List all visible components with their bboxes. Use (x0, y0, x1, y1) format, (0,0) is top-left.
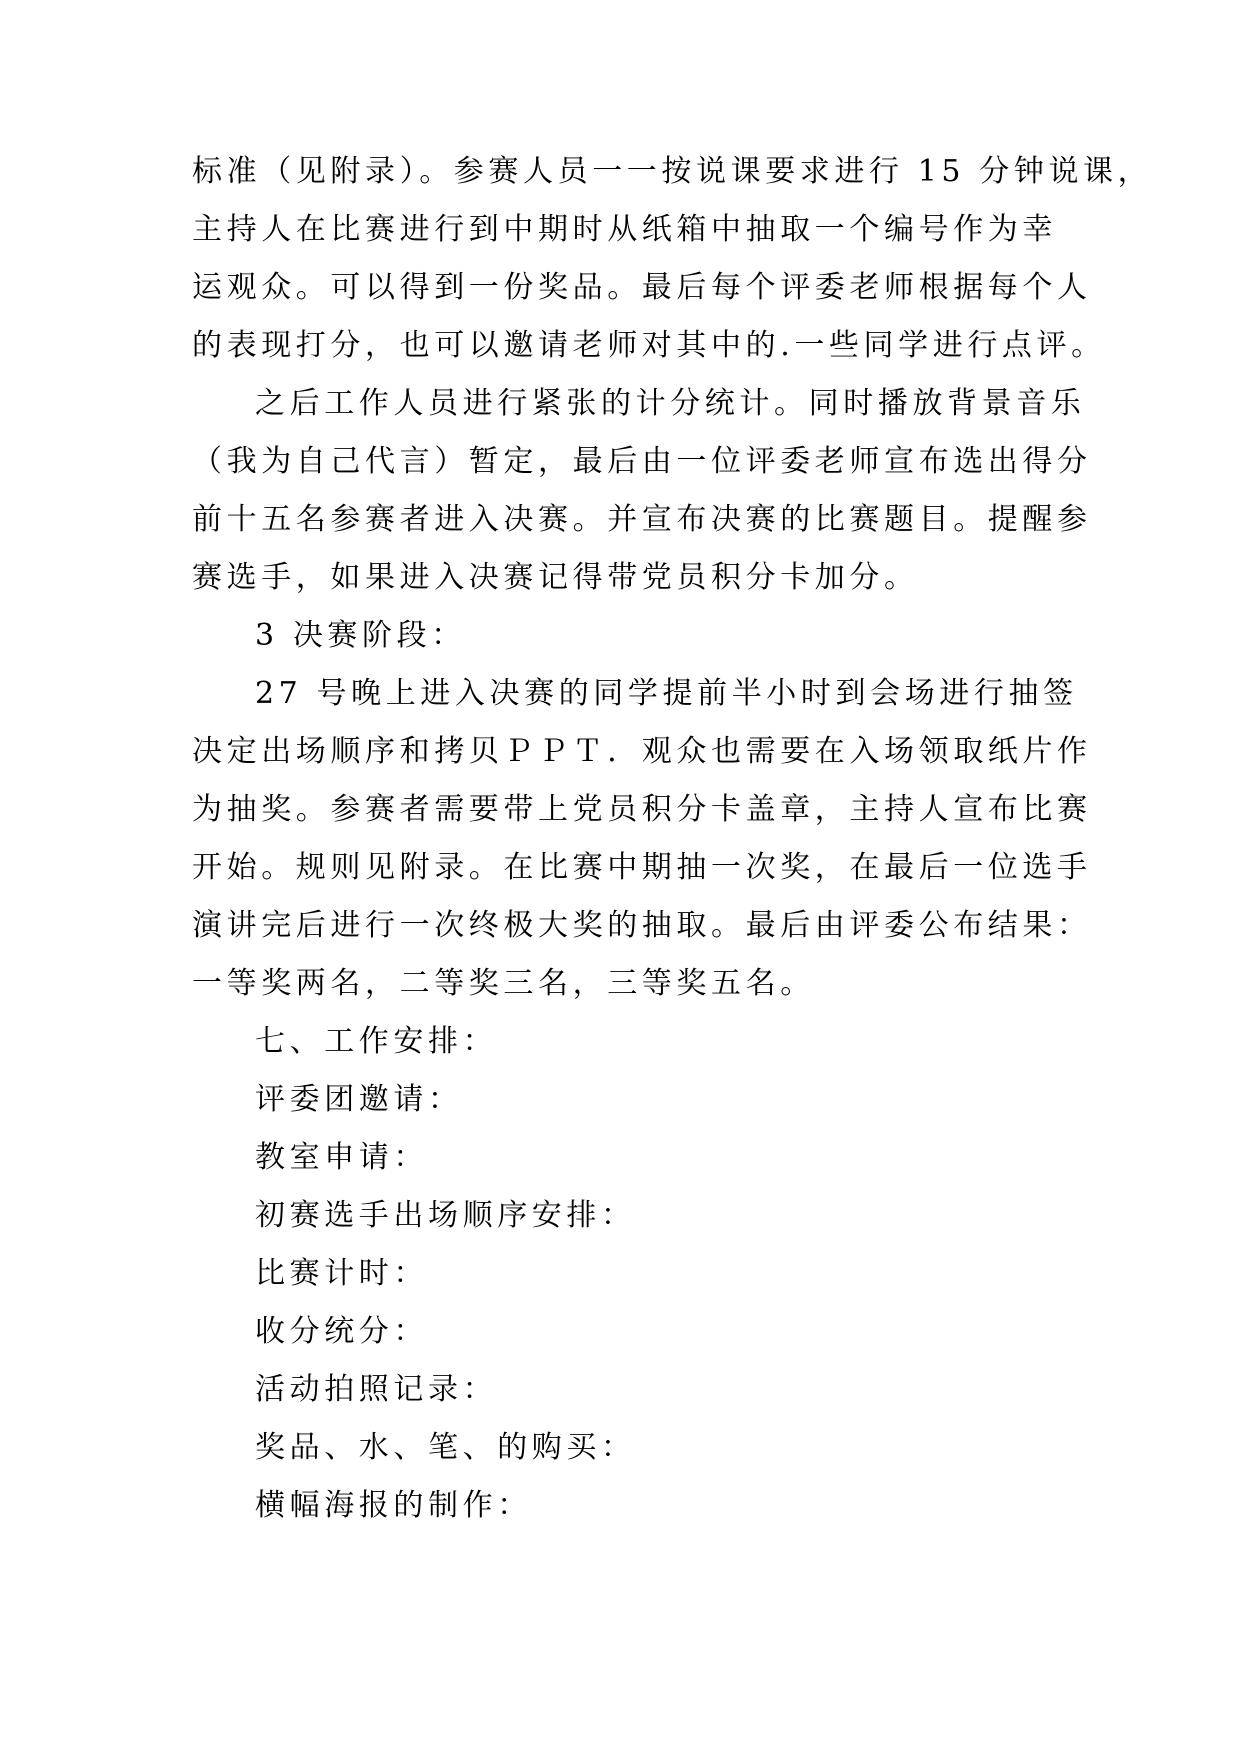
task-item: 比赛计时： (255, 1256, 428, 1291)
paragraph-first-line: 之后工作人员进行紧张的计分统计。同时播放背景音乐 (255, 386, 1086, 421)
body-text-line: 主持人在比赛进行到中期时从纸箱中抽取一个编号作为幸 (192, 212, 1057, 247)
body-text-line: 赛选手，如果进入决赛记得带党员积分卡加分。 (192, 560, 919, 595)
body-text-line: 演讲完后进行一次终极大奖的抽取。最后由评委公布结果： (192, 908, 1092, 943)
task-item: 评委团邀请： (255, 1082, 463, 1117)
task-item: 初赛选手出场顺序安排： (255, 1198, 636, 1233)
body-text-line: 为抽奖。参赛者需要带上党员积分卡盖章，主持人宣布比赛 (192, 792, 1092, 827)
task-item: 活动拍照记录： (255, 1372, 498, 1407)
body-text-line: 标准（见附录）。参赛人员一一按说课要求进行 15 分钟说课， (192, 154, 1153, 189)
body-text-line: 开始。规则见附录。在比赛中期抽一次奖，在最后一位选手 (192, 850, 1092, 885)
body-text-line: 运观众。可以得到一份奖品。最后每个评委老师根据每个人 (192, 270, 1092, 305)
body-text-line: 前十五名参赛者进入决赛。并宣布决赛的比赛题目。提醒参 (192, 502, 1092, 537)
body-text-line: （我为自己代言）暂定，最后由一位评委老师宣布选出得分 (192, 444, 1092, 479)
paragraph-first-line: 27 号晚上进入决赛的同学提前半小时到会场进行抽签 (255, 676, 1078, 711)
task-item: 奖品、水、笔、的购买： (255, 1430, 636, 1465)
section-heading: 七、工作安排： (255, 1024, 498, 1059)
body-text-line: 的表现打分，也可以邀请老师对其中的.一些同学进行点评。 (192, 328, 1106, 363)
body-text-line: 一等奖两名，二等奖三名，三等奖五名。 (192, 966, 815, 1001)
body-text-line: 决定出场顺序和拷贝ＰＰＴ．观众也需要在入场领取纸片作 (192, 734, 1092, 769)
task-item: 收分统分： (255, 1314, 428, 1349)
section-heading: 3 决赛阶段： (255, 618, 466, 653)
task-item: 教室申请： (255, 1140, 428, 1175)
task-item: 横幅海报的制作： (255, 1488, 532, 1523)
